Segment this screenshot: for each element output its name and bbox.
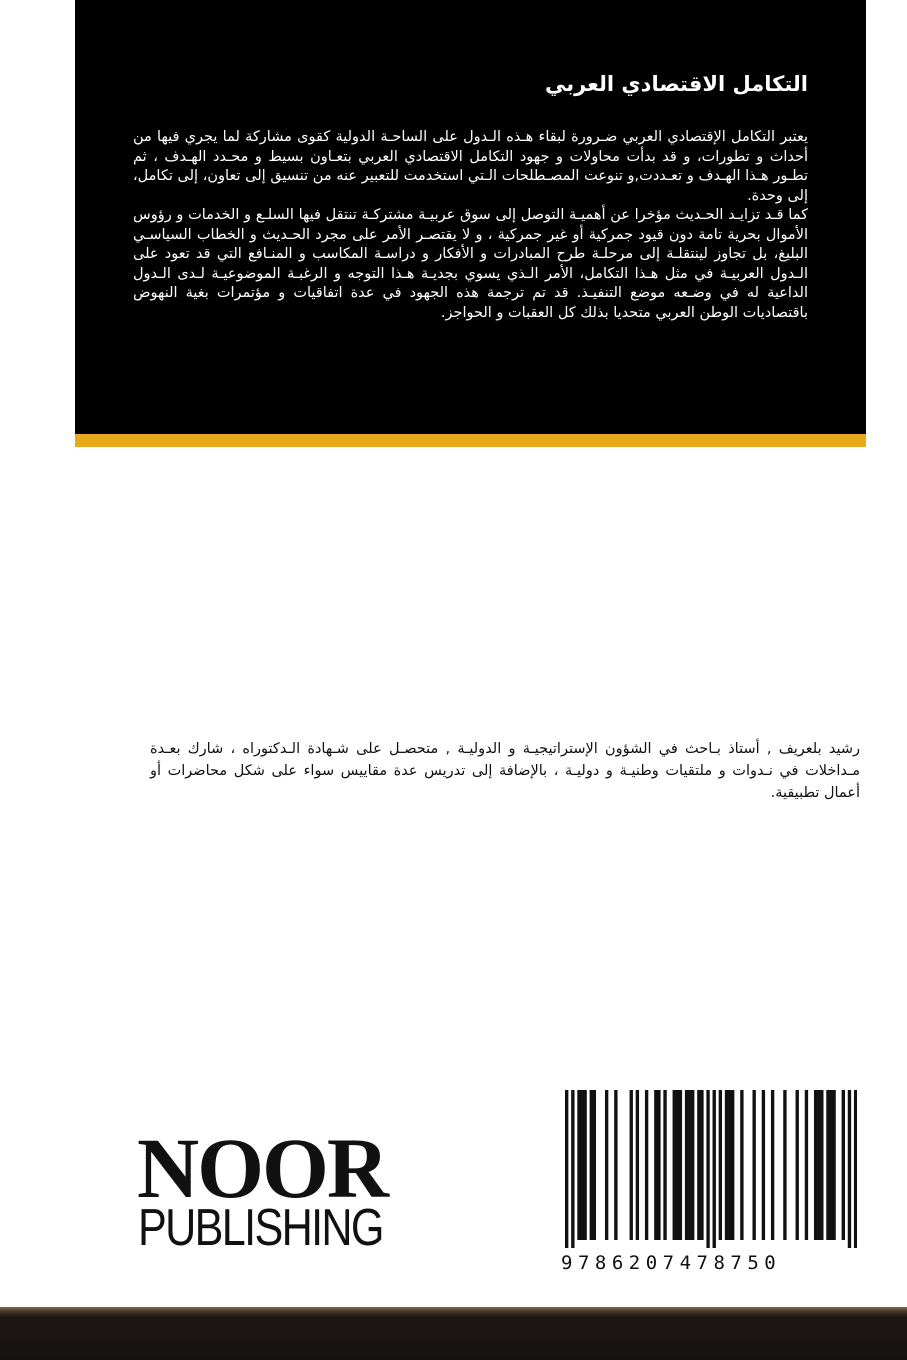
back-cover-blurb-panel	[75, 0, 866, 434]
author-bio: رشيد بلعريف , أستاذ بـاحث في الشؤون الإستراتيجيـة و الدوليـة , متحصـل على شـهادة الـدكتوراه ، شارك بعـدة مـداخلات في نـدوات و ملتقيات وطنيـة و دوليـة ، بالإضافة إلى تدريس عدة مقاييس سواء على شكل محاضرات أو أعمال تطبيقية.	[150, 741, 860, 801]
isbn-digits: 9786207478750	[561, 1252, 782, 1274]
barcode-bar	[820, 1090, 823, 1240]
barcode-bar	[842, 1090, 845, 1240]
accent-strip	[75, 434, 866, 447]
barcode-bar	[713, 1090, 716, 1248]
barcode-bar	[796, 1090, 799, 1240]
book-blurb	[133, 128, 808, 323]
barcode-bar	[679, 1090, 682, 1240]
barcode-bar	[673, 1090, 676, 1240]
blurb-paragraph: كما قـد تزايـد الحـديث مؤخرا عن أهميـة التوصل إلى سوق عربيـة مشتركـة تنتقل فيها السلـع و الخدمات و رؤوس الأموال بحرية تامة دون قيود جمركية أو غير جمركية ، و لا يقتصـر الأمر على مجرد الحـديث و الخطاب السياسـي البليغ، بل تجاوز لينتقلـة إلى مرحلـة طرح المبادرات و الأفكار و دراسـة المكاسب و المنـافع التي قد تعود على الـدول العربيـة في مثل هـذا التكامل، الأمر الـذي يسوي بجديـة هـذا التوجه و الرغبـة الموضوعيـة لـدى الـدول الداعية له في وضـعه موضع التنفيـذ. قد تم ترجمة هذه الجهود في عدة اتفاقيات و مؤتمرات بغية النهوض باقتصاديات الوطن العربي متحديا بذلك كل العقبات و الحواجز.	[133, 207, 808, 321]
barcode-bar	[854, 1090, 857, 1248]
barcode-bar	[832, 1090, 835, 1240]
barcode-bar	[826, 1090, 829, 1240]
barcode-bar	[848, 1090, 851, 1248]
isbn-barcode	[553, 1078, 866, 1282]
barcode-bar	[817, 1090, 820, 1240]
barcode-bar	[731, 1090, 734, 1240]
barcode-bar	[752, 1090, 755, 1240]
barcode-bar	[771, 1090, 774, 1240]
barcode-bar	[645, 1090, 648, 1240]
barcode-bar	[657, 1090, 660, 1240]
barcode-bar	[706, 1090, 709, 1248]
barcode-bar	[593, 1090, 596, 1240]
barcode-bar	[805, 1090, 808, 1240]
book-title: التكامل الاقتصادي العربي	[544, 72, 808, 96]
barcode-bar	[697, 1090, 700, 1240]
barcode-bars-icon	[565, 1090, 857, 1248]
barcode-bar	[571, 1090, 574, 1248]
barcode-bar	[725, 1090, 728, 1240]
barcode-bar	[565, 1090, 568, 1248]
barcode-bar	[630, 1090, 633, 1240]
barcode-bar	[783, 1090, 786, 1240]
publisher-logo-noor: NOOR	[137, 1120, 387, 1216]
barcode-bar	[605, 1090, 608, 1240]
barcode-bar	[614, 1090, 617, 1240]
barcode-bar	[728, 1090, 731, 1240]
barcode-bar	[590, 1090, 593, 1240]
barcode-bar	[814, 1090, 817, 1240]
barcode-bar	[580, 1090, 583, 1240]
blurb-paragraph: يعتبر التكامل الإقتصادي العربي ضـرورة لبقاء هـذه الـدول على الساحـة الدولية كقوى مشاركة لما يجري فيها من أحداث و تطورات، و قد بدأت محاولات و جهود التكامل الاقتصادي العربي بتعـاون بسيط و محـدد الهـدف ، ثم تطـور هـذا الهـدف و تعـددت,و تنوعت المصـطلحات الـتي استخدمت للتعبير عنه من تنسيق إلى تعاون، إلى تكامل، إلى وحدة.	[133, 129, 808, 204]
barcode-bar	[740, 1090, 743, 1240]
barcode-bar	[636, 1090, 639, 1240]
barcode-bar	[688, 1090, 691, 1240]
barcode-bar	[583, 1090, 586, 1240]
barcode-bar	[700, 1090, 703, 1240]
barcode-bar	[829, 1090, 832, 1240]
barcode-bar	[691, 1090, 694, 1240]
barcode-bar	[654, 1090, 657, 1240]
barcode-bar	[663, 1090, 666, 1240]
publisher-logo-publishing: PUBLISHING	[138, 1199, 383, 1257]
barcode-bar	[676, 1090, 679, 1240]
barcode-bar	[719, 1090, 722, 1240]
bottom-band	[0, 1307, 907, 1360]
barcode-bar	[685, 1090, 688, 1240]
barcode-bar	[762, 1090, 765, 1240]
barcode-bar	[577, 1090, 580, 1240]
